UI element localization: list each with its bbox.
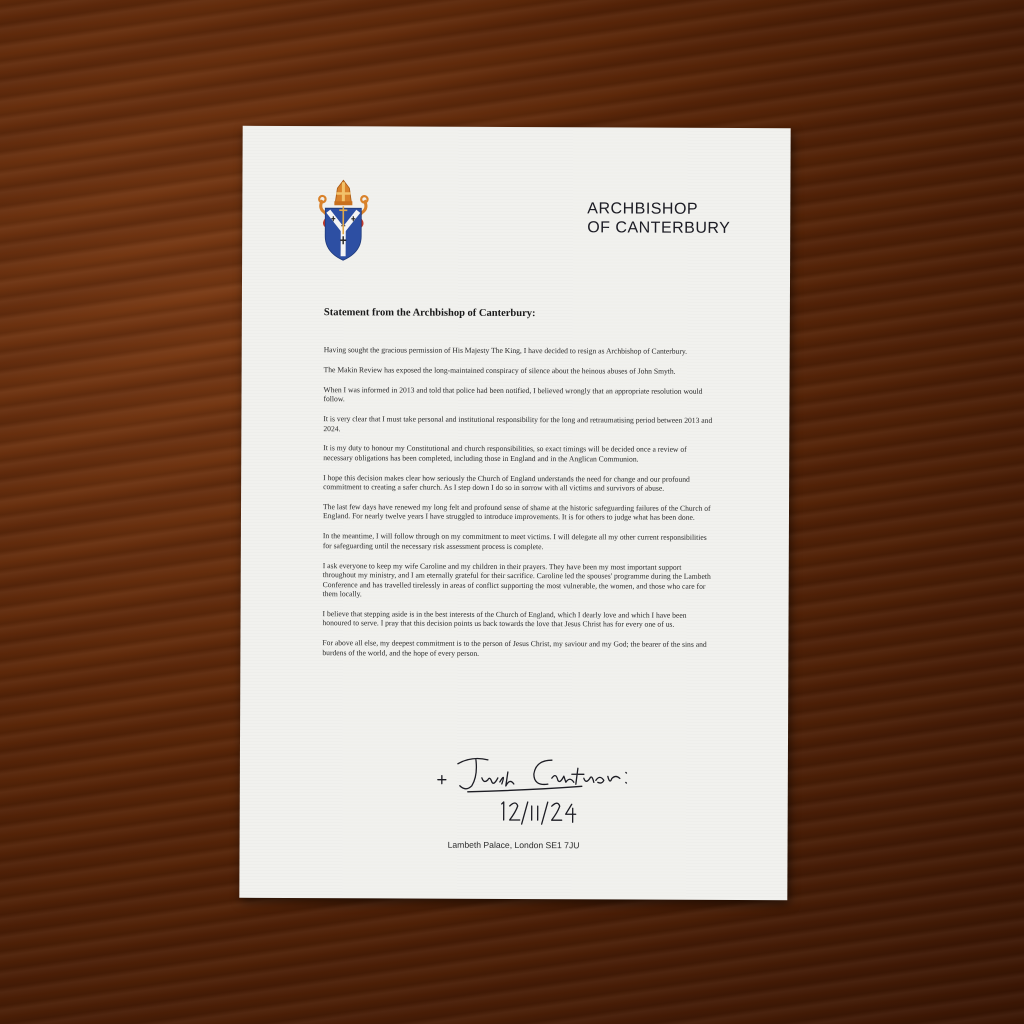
statement-paragraph: The last few days have renewed my long felt and profound sense of shame at the historic safeguarding failures of the Church of England. For nearly twelve years I have struggled to introduce improvements. It is for others to judge what has been done. [322,502,711,523]
statement-paragraph: I believe that stepping aside is in the best interests of the Church of England, which I dearly love and which I have been honoured to serve. I pray that this decision points us back towards the love that Jesus Christ has for every one of us. [322,608,687,629]
letter-page [239,126,790,900]
footer-address: Lambeth Palace, London SE1 7JU [447,839,580,851]
letterhead-title [587,199,777,238]
statement-paragraph: I hope this decision makes clear how seriously the Church of England understands the need for change and our profound commitment to creating a safer church. As I step down I do so in sorrow with all victims and survivors of abuse. [323,472,690,493]
statement-paragraph: In the meantime, I will follow through on my commitment to meet victims. I will delegate all my other current responsibilities for safeguarding until the necessary risk assessment process is complete. [322,531,707,551]
statement-paragraph: When I was informed in 2013 and told that police had been notified, I believed wrongly that an appropriate resolution would follow. [323,384,703,404]
statement-paragraph: It is very clear that I must take personal and institutional responsibility for the long and retraumatising period between 2013 and 2024. [323,414,713,433]
statement-paragraph: The Makin Review has exposed the long-maintained conspiracy of silence about the heinous abuses of John Smyth. [323,365,676,376]
letterhead-title-line2: OF CANTERBURY [587,219,731,237]
statement-paragraph: I ask everyone to keep my wife Caroline and my children in their prayers. They have been my most important support throughout my ministry, and I am eternally grateful for their sacrifice. Caroline led the spouses' programme during the Lambeth Conference and has travelled tirelessly in areas of conflict supporting the most vulnerable, the women, and those who care for them locally. [322,560,711,599]
statement-paragraph: For above all else, my deepest commitment is to the person of Jesus Christ, my saviour and my God; the bearer of the sins and burdens of the world, and the hope of every person. [322,638,707,658]
archbishop-crest-icon [316,178,370,262]
letterhead-title-line1: ARCHBISHOP [587,200,699,218]
handwritten-signature [432,742,652,833]
signature-drawing [432,742,652,833]
statement-title: Statement from the Archbishop of Canterbury: [323,307,536,320]
statement-paragraph: Having sought the gracious permission of His Majesty The King, I have decided to resign as Archbishop of Canterbury. [323,345,688,356]
statement-paragraph: It is my duty to honour my Constitutional and church responsibilities, so exact timings will be decided once a review of necessary obligations has been completed, including those in England and in the Anglican Communion. [323,443,687,464]
statement-body [322,345,713,669]
